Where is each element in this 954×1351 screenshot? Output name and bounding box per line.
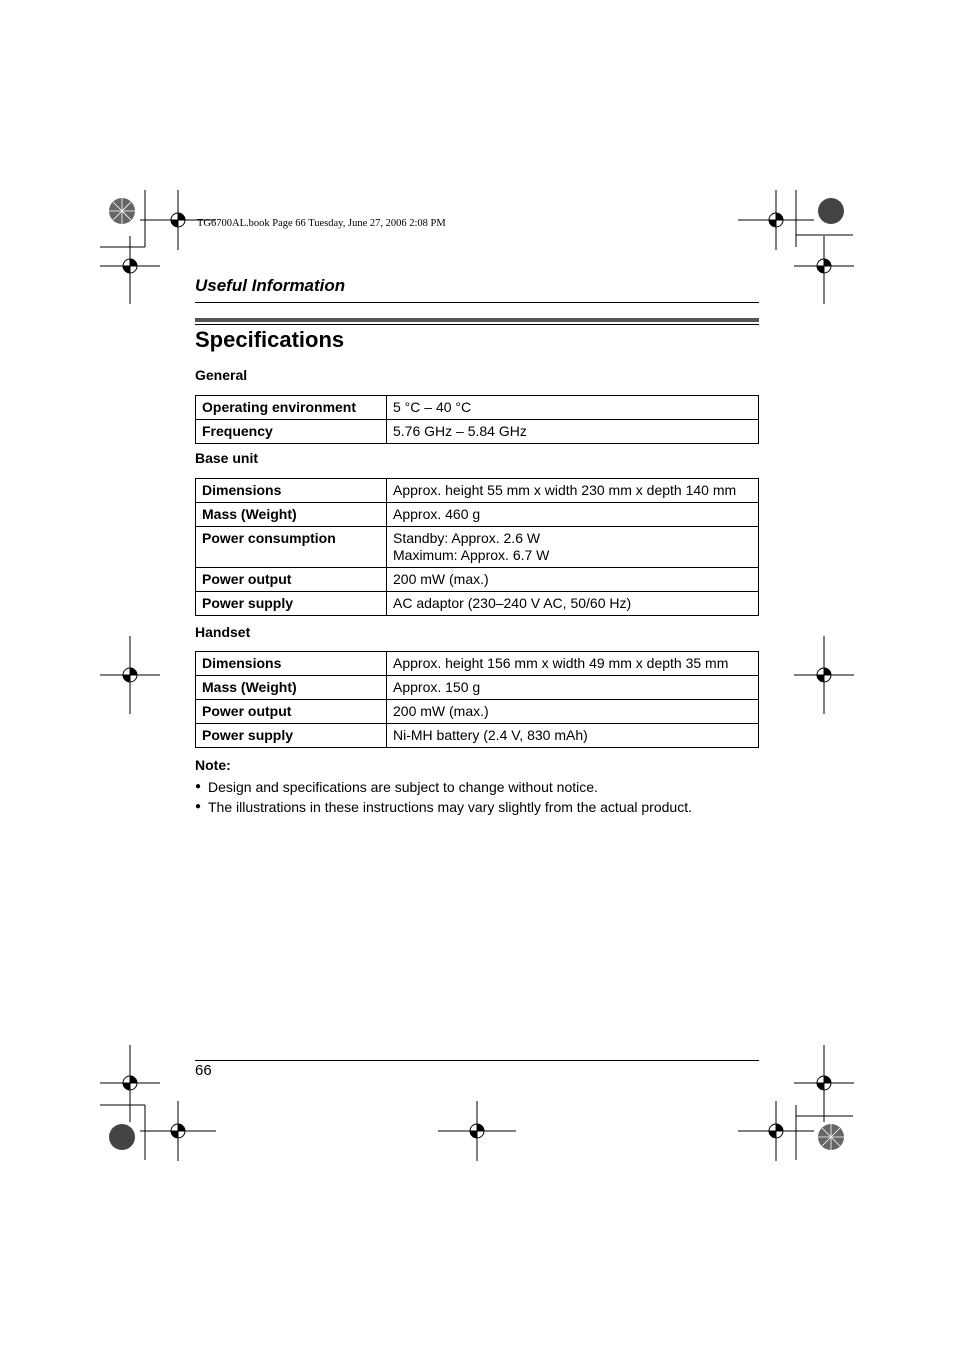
note-list [195,777,692,817]
row-value: Approx. 460 g [387,503,759,527]
row-label: Operating environment [196,396,387,420]
note-label: Note: [195,757,231,773]
table-row [196,700,759,724]
table-row [196,420,759,444]
row-label: Power output [196,568,387,592]
book-info-line: TG6700AL.book Page 66 Tuesday, June 27, 2006 2:08 PM [197,218,446,229]
spec-table-general [195,395,759,444]
note-text: Design and specifications are subject to change without notice. [208,779,598,795]
row-label: Power supply [196,724,387,748]
row-label: Power consumption [196,527,387,568]
row-value: Ni-MH battery (2.4 V, 830 mAh) [387,724,759,748]
row-value: AC adaptor (230–240 V AC, 50/60 Hz) [387,592,759,616]
spec-table-base-unit [195,478,759,616]
row-value-line: Standby: Approx. 2.6 W [393,530,541,546]
note-text: The illustrations in these instructions may vary slightly from the actual product. [208,799,692,815]
row-label: Frequency [196,420,387,444]
row-value: 200 mW (max.) [387,568,759,592]
group-label-handset: Handset [195,624,251,640]
page-title: Specifications [195,327,345,352]
page-number: 66 [195,1062,212,1079]
row-value-line: Maximum: Approx. 6.7 W [393,547,550,563]
table-row [196,568,759,592]
title-rule-thin [195,324,759,325]
table-row [196,396,759,420]
row-value: 5 °C – 40 °C [387,396,759,420]
row-label: Power supply [196,592,387,616]
group-label-base-unit: Base unit [195,450,259,466]
title-rule-thick [195,318,759,322]
row-label: Power output [196,700,387,724]
row-value: 200 mW (max.) [387,700,759,724]
row-value: Approx. height 55 mm x width 230 mm x depth 140 mm [387,479,759,503]
row-value: Approx. 150 g [387,676,759,700]
row-value [387,527,759,568]
row-label: Dimensions [196,479,387,503]
row-value: Approx. height 156 mm x width 49 mm x depth 35 mm [387,652,759,676]
header-rule [195,302,759,303]
footer-rule [195,1060,759,1061]
table-row [196,527,759,568]
row-label: Mass (Weight) [196,676,387,700]
row-value: 5.76 GHz – 5.84 GHz [387,420,759,444]
group-label-general: General [195,367,248,383]
table-row [196,503,759,527]
list-item [195,777,692,797]
row-label: Dimensions [196,652,387,676]
table-row [196,724,759,748]
table-row [196,592,759,616]
spec-table-handset [195,651,759,748]
bullet-icon: ● [195,781,202,792]
table-row [196,676,759,700]
bullet-icon: ● [195,801,202,812]
table-row [196,652,759,676]
row-label: Mass (Weight) [196,503,387,527]
list-item [195,797,692,817]
table-row [196,479,759,503]
section-header: Useful Information [195,276,346,295]
